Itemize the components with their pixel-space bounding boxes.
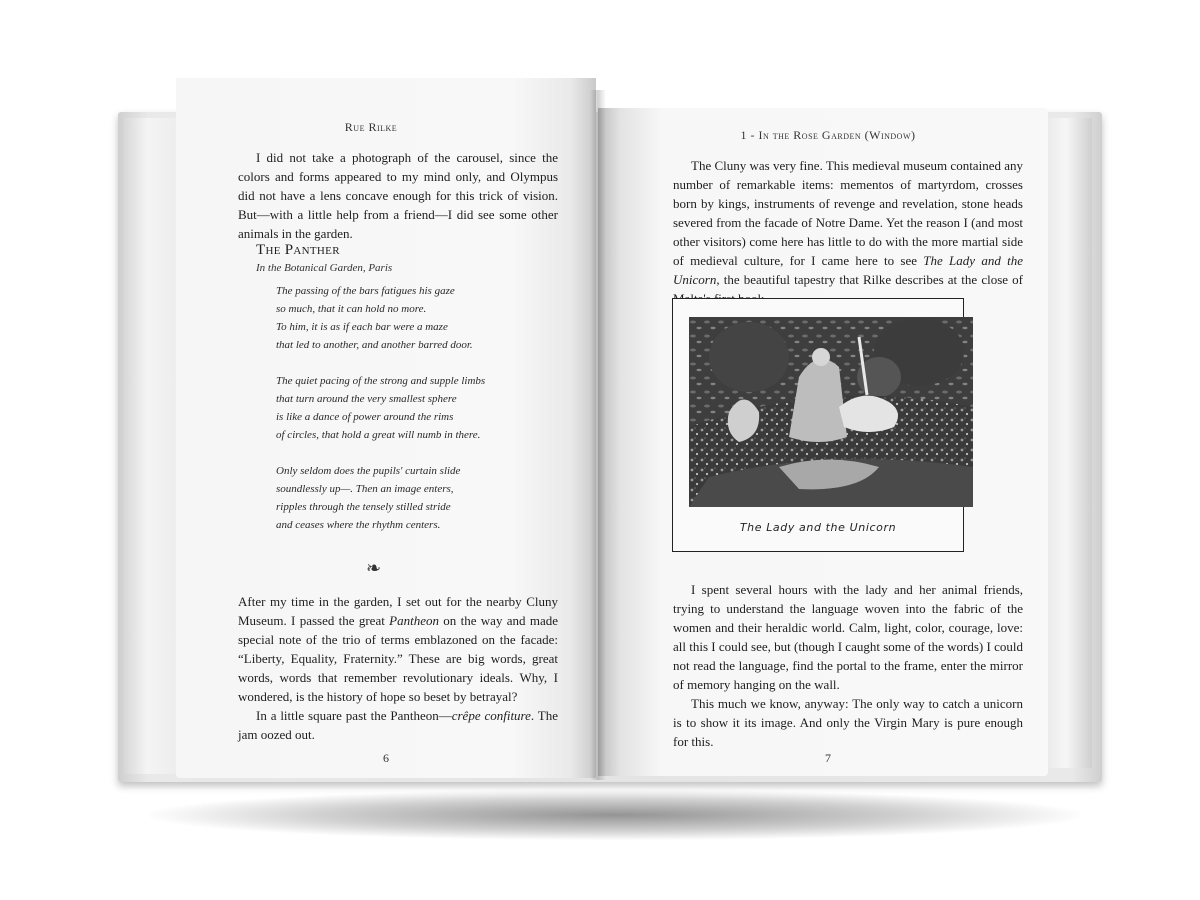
- poem-stanza: [276, 282, 566, 354]
- poem-line: The quiet pacing of the strong and supple limbs: [276, 375, 486, 387]
- book-shadow: [150, 790, 1080, 840]
- lady-paragraph: I spent several hours with the lady and her animal friends, trying to understand the language woven into the fabric of the women and their heraldic world. Calm, light, color, courage, love: all this I could see, but (though I caught some of the words) I could not read the language, find the portal to the frame, enter the mirror of memory hanging on the wall.: [673, 582, 1023, 692]
- poem-line: so much, that it can hold no more.: [276, 303, 427, 315]
- poem-line: Only seldom does the pupils' curtain slide: [276, 465, 461, 477]
- poem-line: To him, it is as if each bar were a maze: [276, 321, 448, 333]
- tapestry-illustration: [689, 317, 973, 507]
- poem-stanza: [276, 372, 566, 444]
- figure-caption: The Lady and the Unicorn: [739, 521, 897, 534]
- poem-line: that led to another, and another barred door.: [276, 339, 473, 351]
- tapestry-photo: [689, 317, 973, 507]
- museum-text-b: on the way and made special note of the trio of terms emblazoned on the facade: “Liberty, Equality, Fraternity.” These are big words, great words, words that remember revolutionary ideals. Why, I wondered, is the history of hope so beset by betrayal?: [238, 613, 558, 704]
- page-number-right: 7: [825, 751, 831, 765]
- page-stack-left: [124, 118, 182, 774]
- poem-line: ripples through the tensely stilled stride: [276, 501, 451, 513]
- crepe-text-a: In a little square past the Pantheon—: [256, 708, 452, 723]
- figure-frame: [672, 298, 964, 552]
- left-page: [176, 78, 596, 778]
- cluny-text-b: , the beautiful tapestry that Rilke describes at the close of: [716, 272, 1023, 287]
- poem-line: that turn around the very smallest sphere: [276, 393, 457, 405]
- book-gutter: [590, 90, 606, 780]
- right-page: [598, 108, 1048, 776]
- crepe-text-b: . The jam oozed out.: [238, 708, 558, 742]
- cluny-paragraph: [673, 156, 1023, 308]
- section-ornament-icon: ❧: [366, 558, 382, 578]
- pantheon-emphasis: Pantheon: [389, 613, 439, 628]
- poem-title: The Panther: [256, 242, 340, 258]
- museum-text-a: After my time in the garden, I set out for the nearby Cluny Museum. I passed the great: [238, 594, 558, 628]
- crepe-emphasis: crêpe confiture: [451, 708, 531, 723]
- poem-line: of circles, that hold a great will numb in there.: [276, 429, 481, 441]
- unicorn-paragraph: This much we know, anyway: The only way to catch a unicorn is to show it its image. And only the Virgin Mary is pure enough for this.: [673, 696, 1023, 749]
- page-number-left: 6: [383, 751, 389, 765]
- museum-paragraph-block: [238, 592, 558, 744]
- poem-stanza: [276, 462, 566, 534]
- running-head-right: 1 - In the Rose Garden (Window): [740, 128, 916, 142]
- poem-line: and ceases where the rhythm centers.: [276, 519, 441, 531]
- poem: [276, 282, 566, 552]
- poem-line: soundlessly up—. Then an image enters,: [276, 483, 454, 495]
- crepe-paragraph: [238, 706, 558, 744]
- intro-paragraph-block: [238, 148, 558, 243]
- lady-paragraph-block: [673, 580, 1023, 751]
- poem-subtitle: In the Botanical Garden, Paris: [256, 262, 393, 274]
- tapestry-title-emphasis: The Lady and the Unicorn: [673, 253, 1023, 287]
- intro-paragraph: I did not take a photograph of the carousel, since the colors and forms appeared to my mind only, and Olympus did not have a lens concave enough for this trick of vision. But—with a little help from a friend—I did see some other animals in the garden.: [238, 150, 558, 241]
- museum-paragraph: [238, 592, 558, 706]
- cluny-paragraph-block: [673, 156, 1023, 308]
- cluny-text-a: The Cluny was very fine. This medieval museum contained any number of remarkable items: mementos of martyrdom, crosses born by kings, instruments of revenge and revelation, stone heads severed from the facade of Notre Dame. Yet the reason I (and most other visitors) come here has little to do with the more martial side of medieval culture, for I came here to see: [673, 158, 1023, 268]
- poem-line: is like a dance of power around the rims: [276, 411, 454, 423]
- running-head-left: Rue Rilke: [344, 120, 398, 134]
- poem-line: The passing of the bars fatigues his gaze: [276, 285, 455, 297]
